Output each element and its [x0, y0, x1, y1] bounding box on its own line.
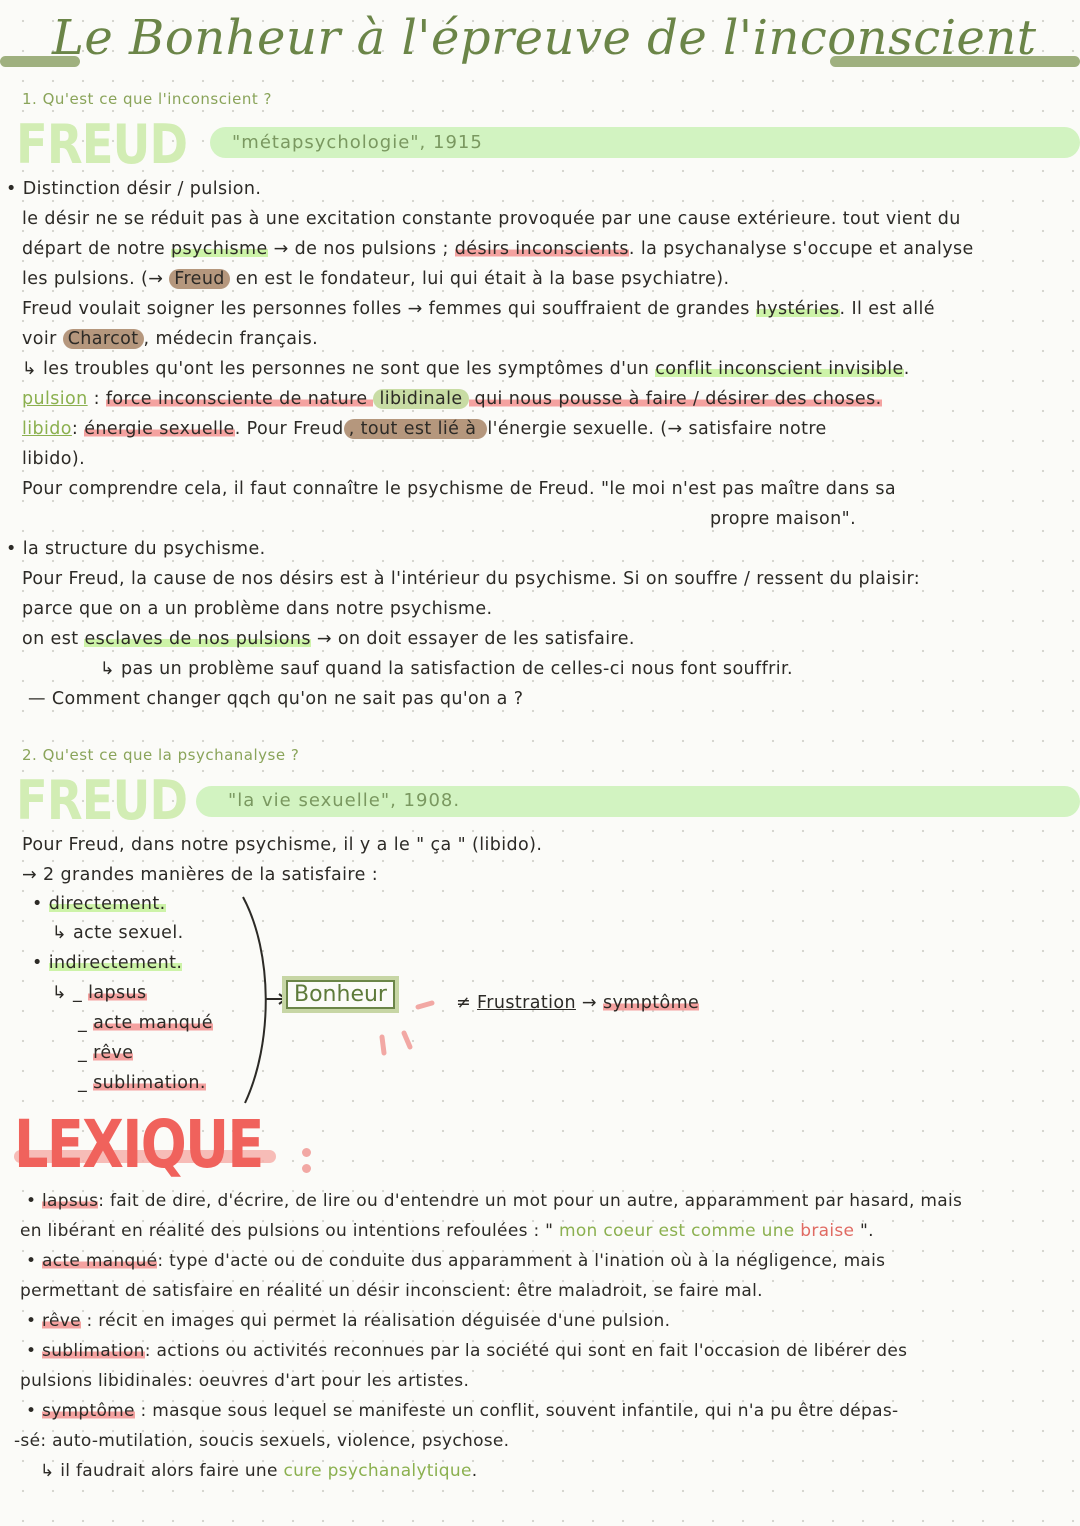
body-line: parce que on a un problème dans notre psychisme. — [22, 599, 493, 619]
section2-intro: Pour Freud, dans notre psychisme, il y a le " ça " (libido). — [22, 835, 543, 855]
section2-reference: "la vie sexuelle", 1908. — [228, 790, 461, 811]
lexique-line: • rêve : récit en images qui permet la réalisation déguisée d'une pulsion. — [26, 1311, 671, 1331]
lexique-line: pulsions libidinales: oeuvres d'art pour les artistes. — [20, 1371, 470, 1391]
body-line: ↳ pas un problème sauf quand la satisfaction de celles-ci nous font souffrir. — [100, 659, 793, 679]
section2-author: FREUD — [16, 769, 188, 832]
section2-question: 2. Qu'est ce que la psychanalyse ? — [22, 746, 300, 764]
body-line: ↳ les troubles qu'ont les personnes ne sont que les symptômes d'un conflit inconscient invisible. — [22, 359, 910, 379]
directement-item: • directement. — [32, 894, 166, 914]
lexique-line: permettant de satisfaire en réalité un désir inconscient: être maladroit, se faire mal. — [20, 1281, 763, 1301]
body-line: libido). — [22, 449, 86, 469]
structure-body — [22, 564, 1072, 714]
section1-distinction: • Distinction désir / pulsion. — [6, 179, 262, 199]
section2-two-ways: → 2 grandes manières de la satisfaire : — [22, 865, 378, 885]
lexique-title: LEXIQUE — [14, 1106, 263, 1183]
body-line: départ de notre psychisme → de nos pulsions ; désirs inconscients. la psychanalyse s'occupe et analyse — [22, 239, 974, 259]
sub-item-acte-manque: _ acte manqué — [78, 1013, 213, 1033]
page-title: Le Bonheur à l'épreuve de l'inconscient — [52, 10, 1037, 66]
body-line: on est esclaves de nos pulsions → on doit essayer de les satisfaire. — [22, 629, 635, 649]
body-line: propre maison". — [710, 509, 857, 529]
lexique-colon — [302, 1148, 312, 1180]
sub-item-sublimation: _ sublimation. — [78, 1073, 206, 1093]
sub-item-lapsus: ↳ _ lapsus — [52, 983, 147, 1003]
indirectement-item: • indirectement. — [32, 953, 183, 973]
body-line: le désir ne se réduit pas à une excitation constante provoquée par une cause extérieure. tout vient du — [22, 209, 961, 229]
body-line: voir Charcot , médecin français. — [22, 329, 319, 349]
lexique-line: • symptôme : masque sous lequel se manifeste un conflit, souvent infantile, qui n'a pu être dépas- — [26, 1401, 899, 1421]
section1-reference: "métapsychologie", 1915 — [232, 132, 483, 153]
section1-body — [22, 204, 1072, 534]
structure-title: • la structure du psychisme. — [6, 539, 266, 559]
body-line: Pour Freud, la cause de nos désirs est à l'intérieur du psychisme. Si on souffre / ressent du plaisir: — [22, 569, 921, 589]
indirect-sublist — [52, 978, 213, 1098]
lexique-line: • acte manqué: type d'acte ou de conduite dus apparamment à l'ination où à la négligence, mais — [26, 1251, 886, 1271]
lexique-line: en libérant en réalité des pulsions ou intentions refoulées : " mon coeur est comme une braise ". — [20, 1221, 874, 1241]
body-line: — Comment changer qqch qu'on ne sait pas qu'on a ? — [28, 689, 524, 709]
lexique-line: ↳ il faudrait alors faire une cure psychanalytique. — [40, 1461, 478, 1481]
body-line: Freud voulait soigner les personnes folles → femmes qui souffraient de grandes hystéries. Il est allé — [22, 299, 935, 319]
lexique-line: -sé: auto-mutilation, soucis sexuels, violence, psychose. — [14, 1431, 510, 1451]
sub-item-reve: _ rêve — [78, 1043, 134, 1063]
lexique-line: • sublimation: actions ou activités reconnues par la société qui sont en fait l'occasion de libérer des — [26, 1341, 908, 1361]
section1-question: 1. Qu'est ce que l'inconscient ? — [22, 90, 272, 108]
lexique-body — [14, 1186, 1076, 1486]
body-line: Pour comprendre cela, il faut connaître le psychisme de Freud. "le moi n'est pas maître dans sa — [22, 479, 896, 499]
acte-sexuel-item: ↳ acte sexuel. — [52, 923, 184, 943]
sparkle-icon — [370, 995, 440, 1065]
lexique-line: • lapsus: fait de dire, d'écrire, de lire ou d'entendre un mot pour un autre, apparamment par hasard, mais — [26, 1191, 963, 1211]
bonheur-box: Bonheur — [282, 976, 399, 1013]
frustration-line: ≠ Frustration → symptôme — [456, 993, 700, 1013]
body-line: libido: énergie sexuelle. Pour Freud , tout est lié à l'énergie sexuelle. (→ satisfaire notre — [22, 419, 827, 439]
section1-author: FREUD — [16, 113, 188, 176]
body-line: les pulsions. (→ Freud en est le fondateur, lui qui était à la base psychiatre). — [22, 269, 730, 289]
body-line: pulsion : force inconsciente de nature libidinale qui nous pousse à faire / désirer des choses. — [22, 389, 882, 409]
